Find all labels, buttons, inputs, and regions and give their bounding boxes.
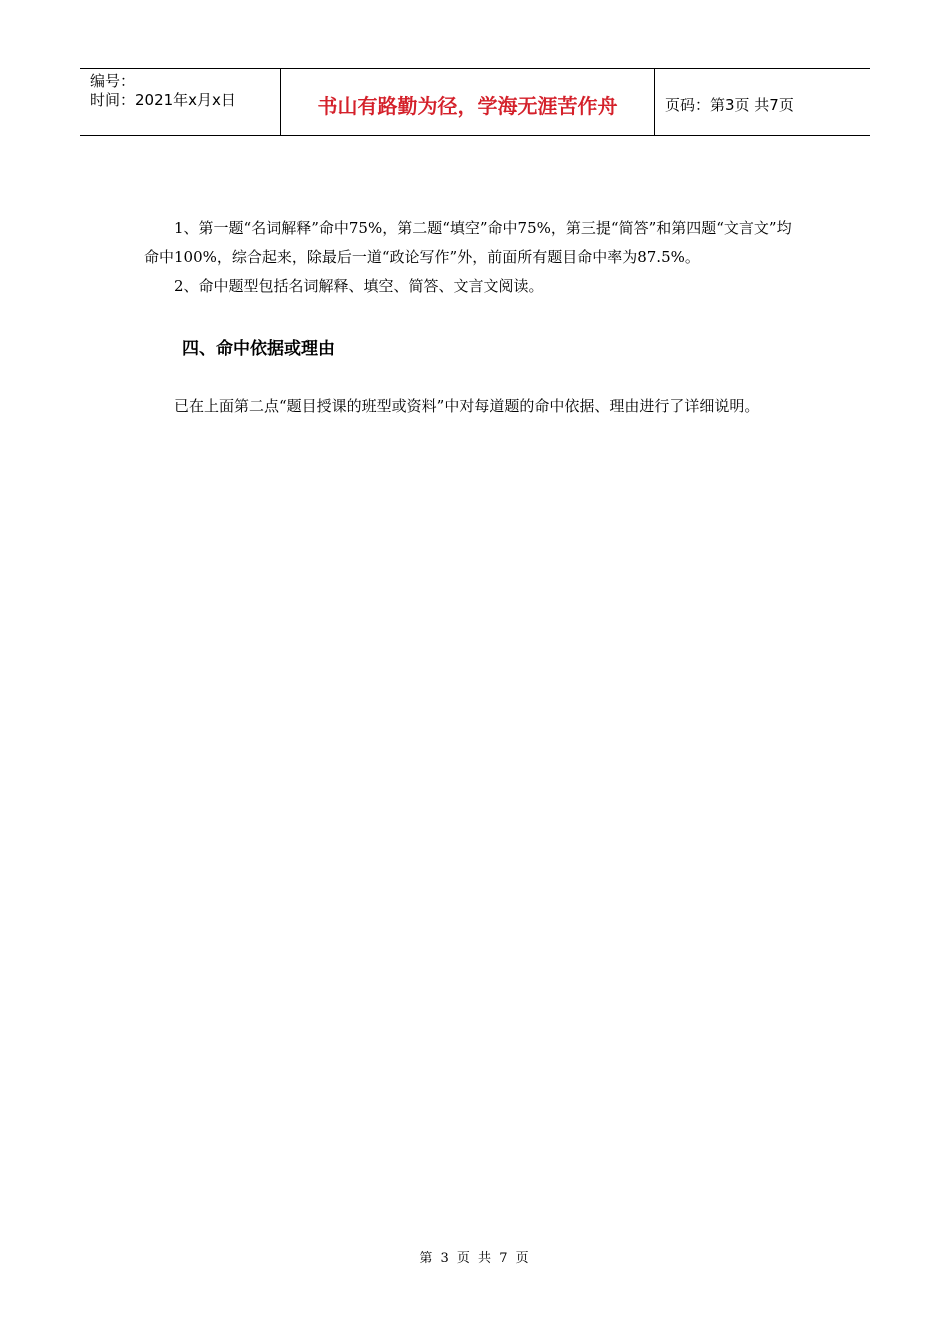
section-four-body	[144, 392, 804, 421]
document-number-label: 编号：	[90, 72, 136, 90]
section-four-heading: 四、命中依据或理由	[182, 339, 335, 359]
document-date-label: 时间：2021年x月x日	[90, 91, 236, 109]
section-three-body	[144, 214, 804, 301]
header-motto: 书山有路勤为径，学海无涯苦作舟	[281, 69, 655, 135]
header-page-number: 页码：第3页 共7页	[665, 95, 794, 114]
page-footer: 第 3 页 共 7 页	[419, 1251, 531, 1266]
header-meta	[80, 69, 281, 135]
paragraph-hit-rate: 1、第一题“名词解释”命中75%，第二题“填空”命中75%，第三提“简答”和第四题“文言文”均命中100%，综合起来，除最后一道“政论写作”外，前面所有题目命中率为87.5%。	[144, 219, 792, 266]
paragraph-basis: 已在上面第二点“题目授课的班型或资料”中对每道题的命中依据、理由进行了详细说明。	[174, 397, 760, 415]
paragraph-question-types: 2、命中题型包括名词解释、填空、简答、文言文阅读。	[174, 277, 544, 295]
page-header	[80, 68, 870, 136]
